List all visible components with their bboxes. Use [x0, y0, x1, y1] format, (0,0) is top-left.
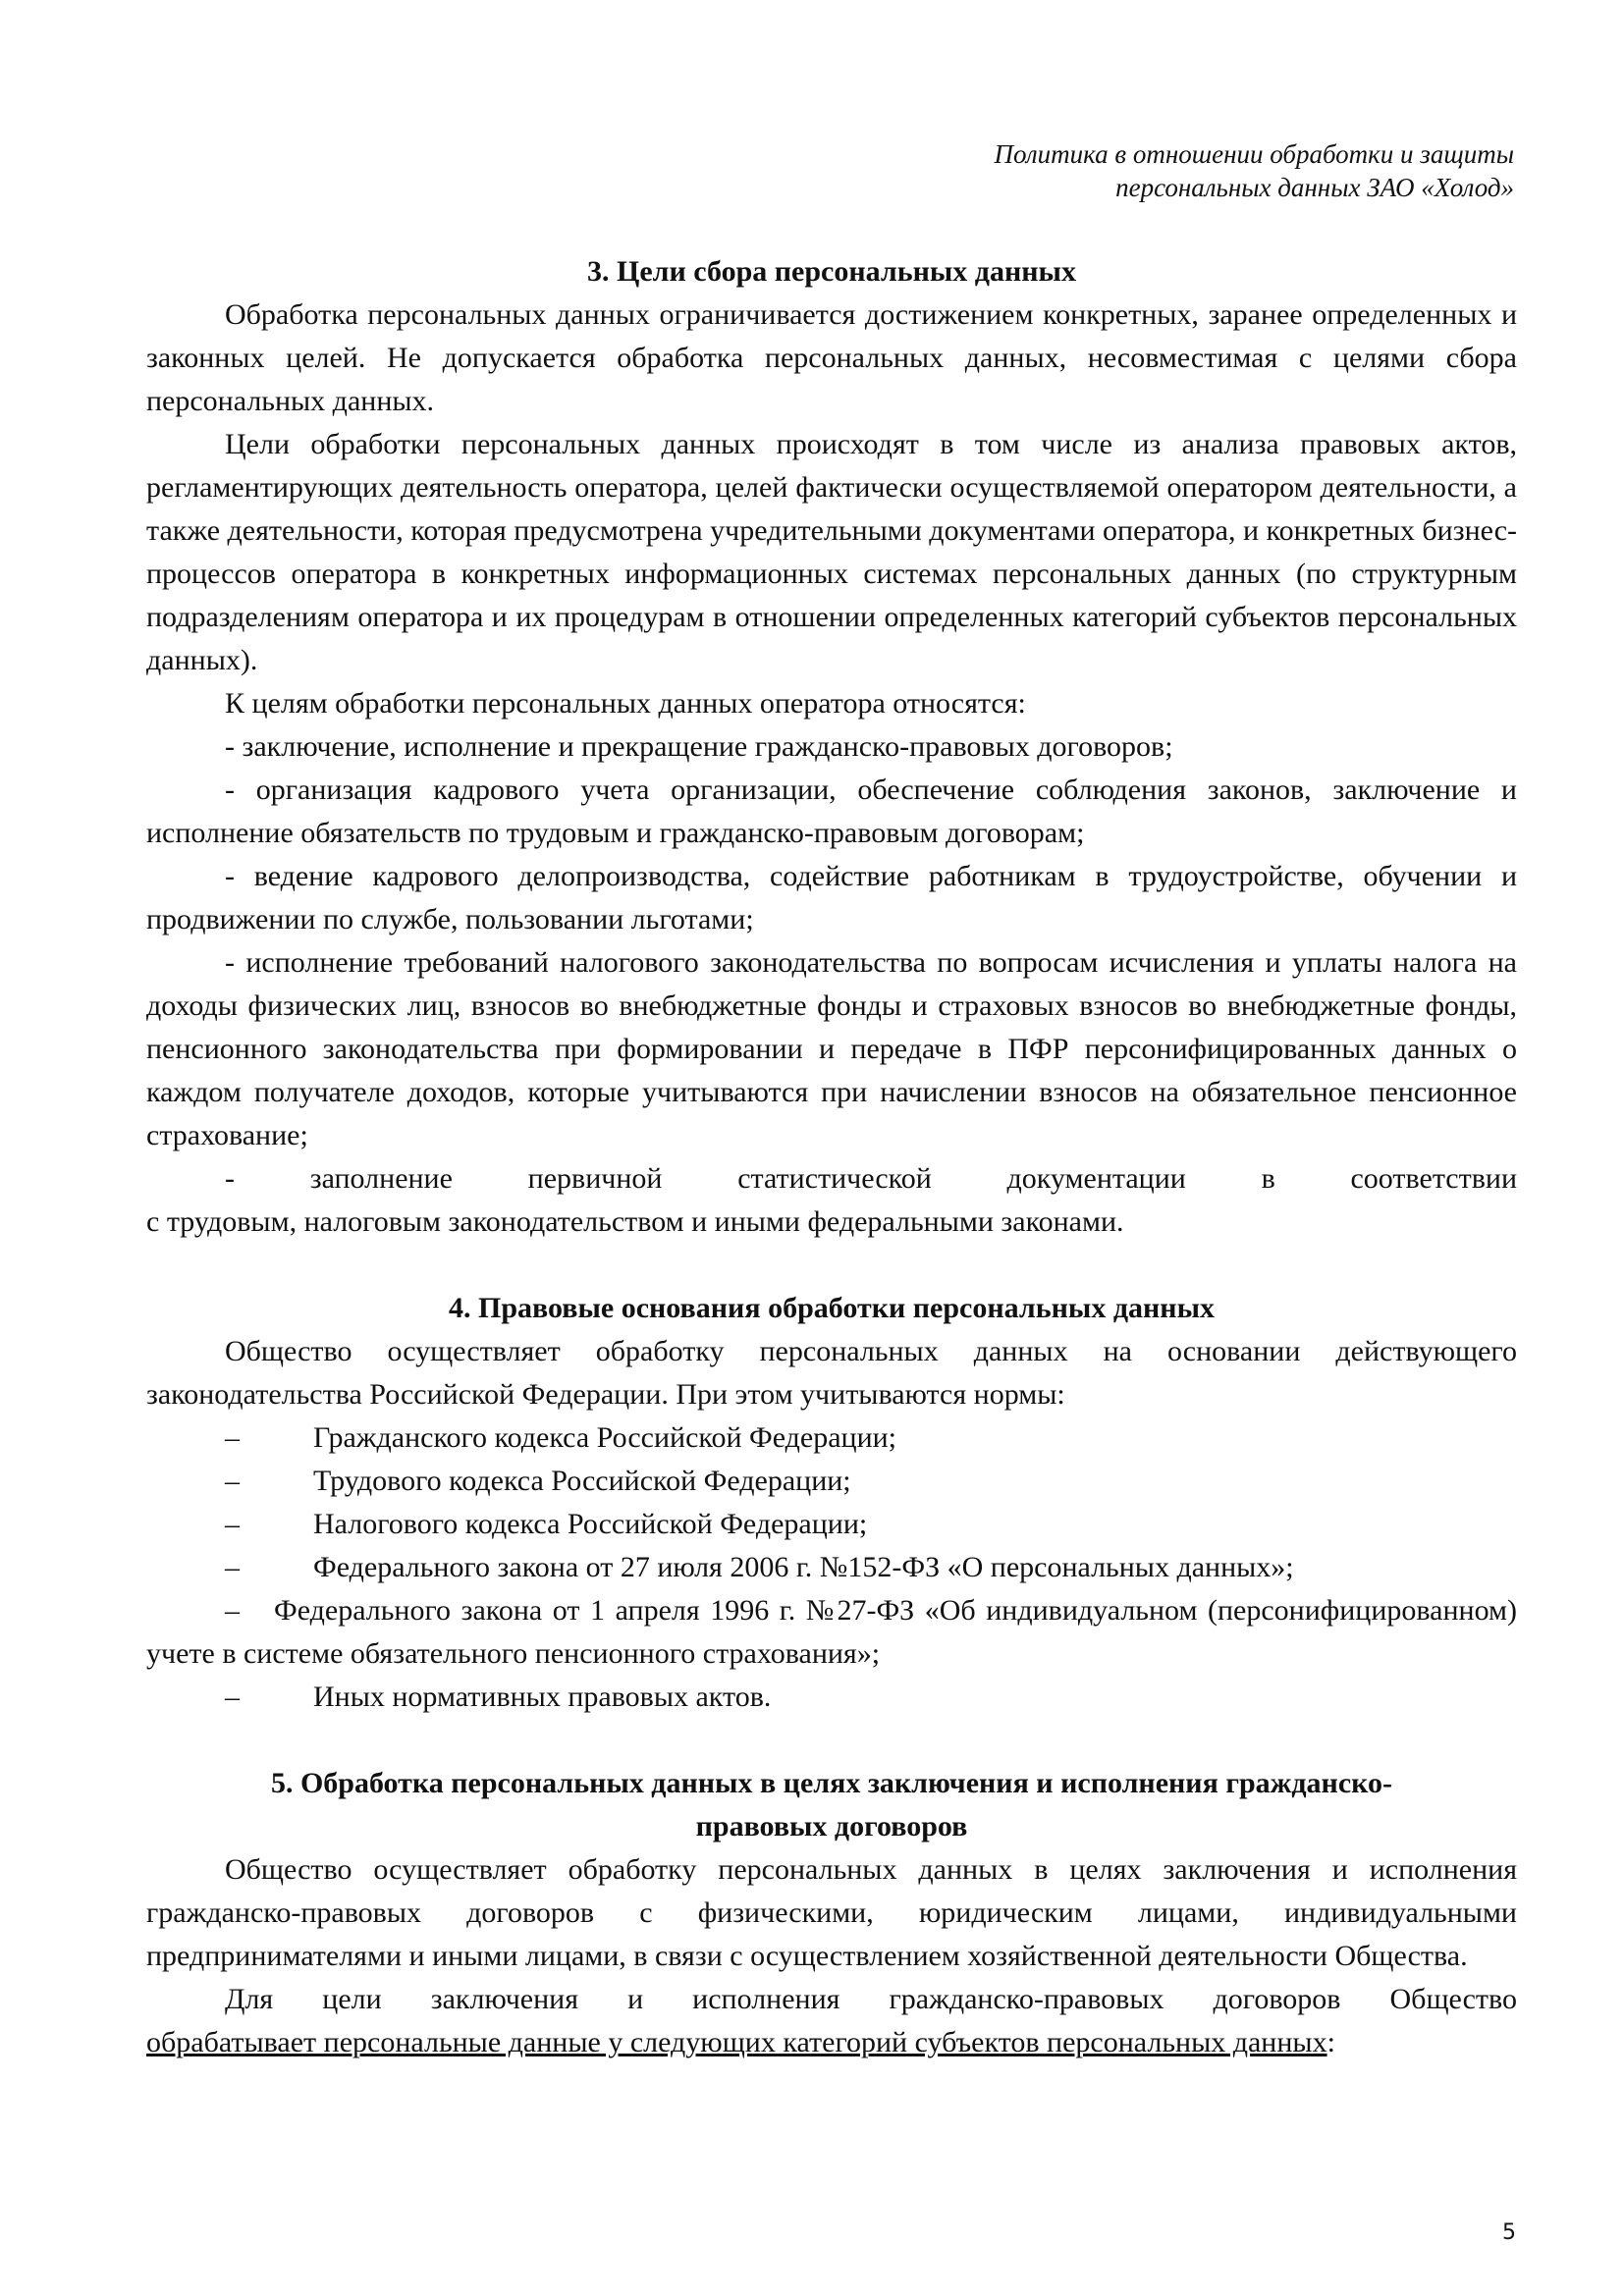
document-body	[146, 250, 1517, 2064]
dash-bullet: –	[225, 1508, 240, 1540]
legal-basis-item-2	[146, 1460, 1517, 1503]
legal-basis-item-text: Иных нормативных правовых актов.	[313, 1681, 772, 1713]
legal-basis-item-5	[146, 1589, 1517, 1676]
legal-basis-item-text: Трудового кодекса Российской Федерации;	[313, 1465, 851, 1497]
running-header-line-1: Политика в отношении обработки и защиты	[994, 139, 1514, 169]
legal-basis-item-text: Федерального закона от 1 апреля 1996 г. №27-ФЗ «Об индивидуальном (персонифицированном) учете в системе обязательного пенсионного страхования»;	[146, 1594, 1517, 1670]
legal-basis-item-text: Налогового кодекса Российской Федерации;	[313, 1508, 868, 1540]
legal-basis-item-1	[146, 1416, 1517, 1460]
dash-bullet: –	[225, 1465, 240, 1497]
page-number: 5	[1502, 2220, 1516, 2245]
section-3-paragraph-3: К целям обработки персональных данных оператора относятся:	[225, 687, 1026, 720]
section-5-heading-line-1: 5. Обработка персональных данных в целях заключения и исполнения гражданско-	[270, 1767, 1393, 1799]
section-3-goal-item-5-line-1: - заполнение первичной статистической документации в соответствии	[225, 1162, 1517, 1195]
dash-bullet: –	[225, 1681, 240, 1713]
legal-basis-item-3	[146, 1503, 1517, 1546]
legal-basis-item-4	[146, 1546, 1517, 1589]
section-5-heading-line-2: правовых договоров	[695, 1810, 968, 1842]
underlined-phrase: обрабатывает персональные данные у следующих категорий субъектов персональных данных	[146, 2026, 1327, 2058]
section-5-paragraph-2-line-2	[146, 2021, 1517, 2064]
section-5-paragraph-1: Общество осуществляет обработку персональных данных в целях заключения и исполнения гражданско-правовых договоров с физическими, юридическим лицами, индивидуальными предпринимателями и иными лицами, в связи с осуществлением хозяйственной деятельности Общества.	[146, 1853, 1517, 1972]
dash-bullet: –	[225, 1551, 240, 1583]
legal-basis-item-6	[146, 1676, 1517, 1719]
section-3-goal-item-5-line-2: с трудовым, налоговым законодательством и иными федеральными законами.	[146, 1205, 1124, 1238]
dash-bullet: –	[225, 1594, 240, 1627]
section-3-paragraph-2: Цели обработки персональных данных происходят в том числе из анализа правовых актов, регламентирующих деятельность оператора, целей фактически осуществляемой оператором деятельности, а также деятельности, которая предусмотрена учредительными документами оператора, и конкретных бизнес-процессов оператора в конкретных информационных системах персональных данных (по структурным подразделениям оператора и их процедурам в отношении определенных категорий субъектов персональных данных).	[146, 428, 1517, 676]
dash-bullet: –	[225, 1421, 240, 1454]
section-4-heading: 4. Правовые основания обработки персональных данных	[449, 1292, 1215, 1324]
running-header	[827, 137, 1514, 204]
section-4-paragraph-1: Общество осуществляет обработку персональных данных на основании действующего законодательства Российской Федерации. При этом учитываются нормы:	[146, 1335, 1517, 1411]
colon: :	[1326, 2026, 1335, 2058]
legal-basis-item-text: Гражданского кодекса Российской Федерации;	[313, 1421, 897, 1454]
section-3-goal-item-4: - исполнение требований налогового законодательства по вопросам исчисления и уплаты налога на доходы физических лиц, взносов во внебюджетные фонды и страховых взносов во внебюджетные фонды, пенсионного законодательства при формировании и передаче в ПФР персонифицированных данных о каждом получателе доходов, которые учитываются при начислении взносов на обязательное пенсионное страхование;	[146, 946, 1517, 1151]
section-5-paragraph-2-line-1: Для цели заключения и исполнения гражданско-правовых договоров Общество	[225, 1983, 1517, 2015]
legal-basis-item-text: Федерального закона от 27 июля 2006 г. №152-ФЗ «О персональных данных»;	[313, 1551, 1294, 1583]
section-3-goal-item-1: - заключение, исполнение и прекращение гражданско-правовых договоров;	[225, 730, 1173, 763]
section-3-heading: 3. Цели сбора персональных данных	[587, 255, 1076, 288]
section-3-goal-item-2: - организация кадрового учета организации, обеспечение соблюдения законов, заключение и исполнение обязательств по трудовым и гражданско-правовым договорам;	[146, 774, 1517, 849]
section-3-paragraph-1: Обработка персональных данных ограничивается достижением конкретных, заранее определенных и законных целей. Не допускается обработка персональных данных, несовместимая с целями сбора персональных данных.	[146, 298, 1517, 417]
section-3-goal-item-3: - ведение кадрового делопроизводства, содействие работникам в трудоустройстве, обучении и продвижении по службе, пользовании льготами;	[146, 860, 1517, 935]
running-header-line-2: персональных данных ЗАО «Холод»	[1115, 173, 1514, 202]
